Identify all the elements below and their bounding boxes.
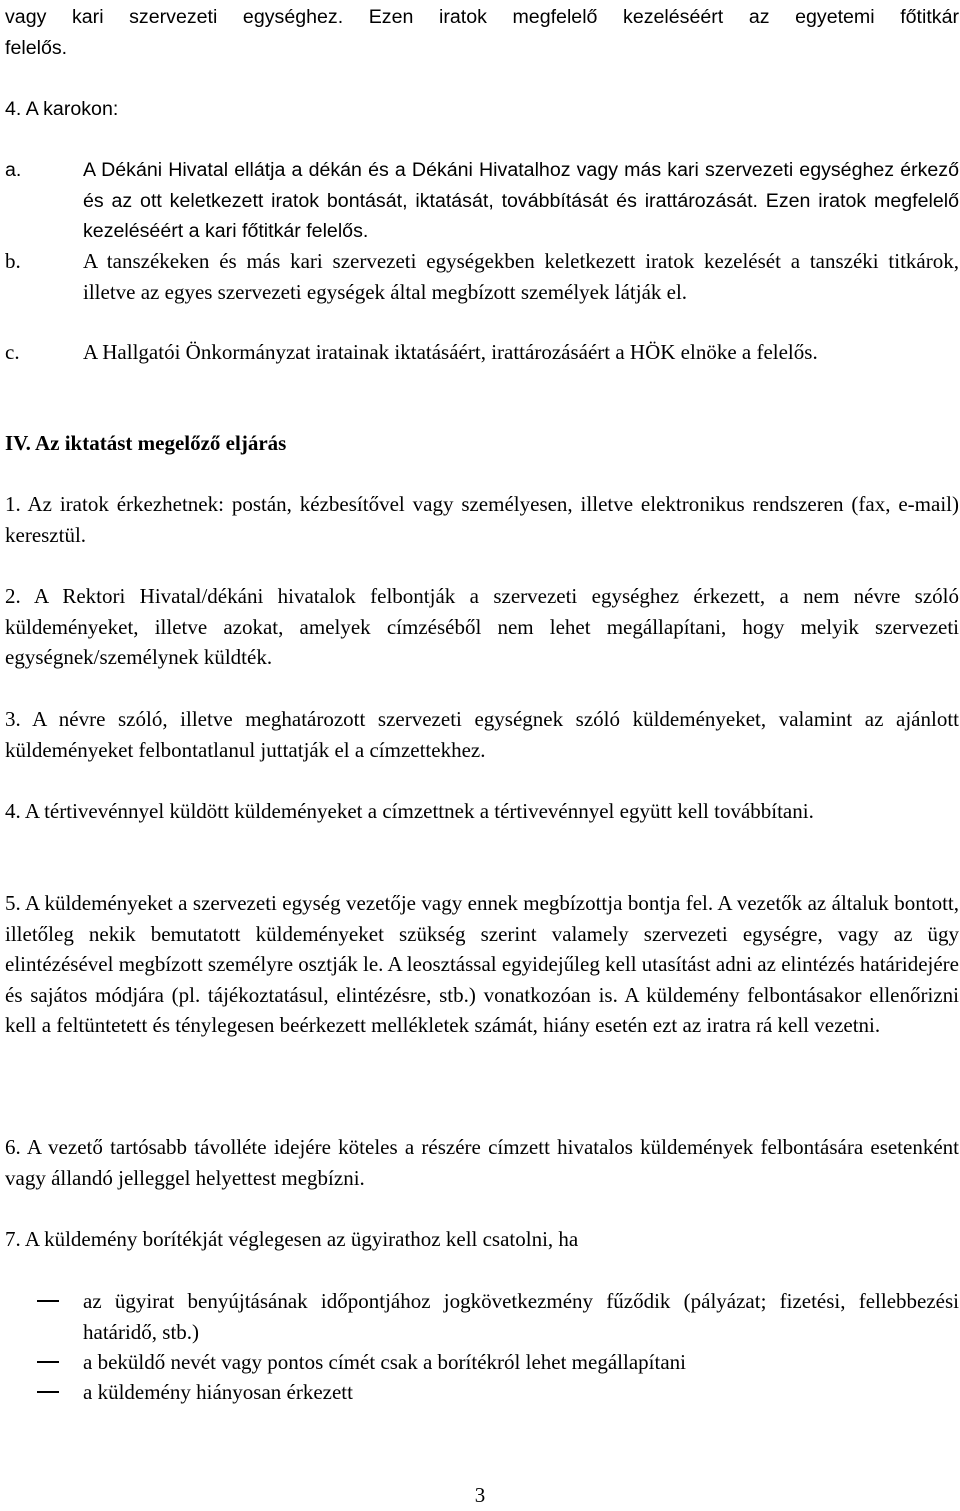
- item-a-text: [83, 155, 959, 247]
- item-a-body: A Dékáni Hivatal ellátja a dékán és a Dékáni Hivatalhoz vagy más kari szervezeti egységhez érkező és az ott keletkezett iratok bontását, iktatását, továbbítását és irattározását.: [83, 159, 959, 212]
- dash-bullet-icon: [37, 1300, 59, 1302]
- item-c-text: A Hallgatói Önkormányzat iratainak iktatásáért, irattározásáért a HÖK elnöke a felelős.: [83, 340, 818, 364]
- bullet-item: [5, 1347, 959, 1378]
- paragraph-5: 5. A küldeményeket a szervezeti egység vezetője vagy ennek megbízottja bontja fel. A vezetők az általuk bontott, illetőleg nekik bemutatott küldeményeket szükség szerint valamely szervezeti egységre, vagy az ügy elintézésével megbízott személyre osztják le. A leosztással egyidejűleg kell utasítást adni az elintézés határidejére és sajátos módjára (pl. tájékoztatásul, elintézésre, stb.) vonatkozóan is. A küldemény felbontásakor ellenőrizni kell a feltüntetett és ténylegesen beérkezett mellékletek számát, hiány esetén ezt az iratra rá kell vezetni.: [5, 891, 959, 1037]
- intro-paragraph: [5, 2, 959, 63]
- intro-line-2: felelős.: [5, 36, 68, 59]
- page-number: 3: [474, 1483, 486, 1507]
- item-b-mark: b.: [5, 249, 21, 273]
- bullet-item: [5, 1286, 959, 1347]
- dash-bullet-icon: [37, 1391, 59, 1393]
- section-4-heading: 4. A karokon:: [5, 98, 119, 120]
- item-a-mark: a.: [5, 159, 22, 181]
- section-4-item-a: [5, 155, 959, 247]
- paragraph-7: 7. A küldemény borítékját véglegesen az ügyirathoz kell csatolni, ha: [5, 1227, 579, 1251]
- item-b-text: A tanszékeken és más kari szervezeti egységekben keletkezett iratok kezelését a tanszéki titkárok, illetve az egyes szervezeti egységek által megbízott személyek látják el.: [83, 249, 959, 304]
- paragraph-6: 6. A vezető tartósabb távolléte idejére köteles a részére címzett hivatalos küldemények felbontására esetenként vagy állandó jelleggel helyettest megbízni.: [5, 1135, 959, 1190]
- dash-bullet-icon: [37, 1361, 59, 1363]
- bullet-text: a beküldő nevét vagy pontos címét csak a borítékról lehet megállapítani: [83, 1350, 686, 1374]
- bullet-item: [5, 1377, 959, 1408]
- section-iv-heading: IV. Az iktatást megelőző eljárás: [5, 431, 287, 455]
- item-a-tail: Ezen iratok megfelelő kezeléséért a kari főtitkár felelős.: [83, 189, 959, 242]
- bullet-text: a küldemény hiányosan érkezett: [83, 1380, 353, 1404]
- paragraph-4: 4. A tértivevénnyel küldött küldeményeket a címzettnek a tértivevénnyel együtt kell továbbítani.: [5, 799, 814, 823]
- section-4-item-b: [5, 246, 959, 307]
- paragraph-3: 3. A névre szóló, illetve meghatározott szervezeti egységnek szóló küldeményeket, valamint az ajánlott küldeményeket felbontatlanul juttatják el a címzettekhez.: [5, 707, 959, 762]
- intro-line-1: vagy kari szervezeti egységhez. Ezen iratok megfelelő kezeléséért az egyetemi főtitkár: [5, 6, 959, 28]
- paragraph-1: 1. Az iratok érkezhetnek: postán, kézbesítővel vagy személyesen, illetve elektronikus rendszeren (fax, e-mail) keresztül.: [5, 492, 959, 547]
- paragraph-2: 2. A Rektori Hivatal/dékáni hivatalok felbontják a szervezeti egységhez érkezett, a nem névre szóló küldeményeket, illetve azokat, amelyek címzéséből nem lehet megállapítani, hogy melyik szervezeti egységnek/személynek küldték.: [5, 584, 959, 669]
- section-4-item-c: [5, 337, 959, 368]
- bullet-text: az ügyirat benyújtásának időpontjához jogkövetkezmény fűződik (pályázat; fizetési, fellebbezési határidő, stb.): [83, 1289, 959, 1344]
- item-c-mark: c.: [5, 340, 20, 364]
